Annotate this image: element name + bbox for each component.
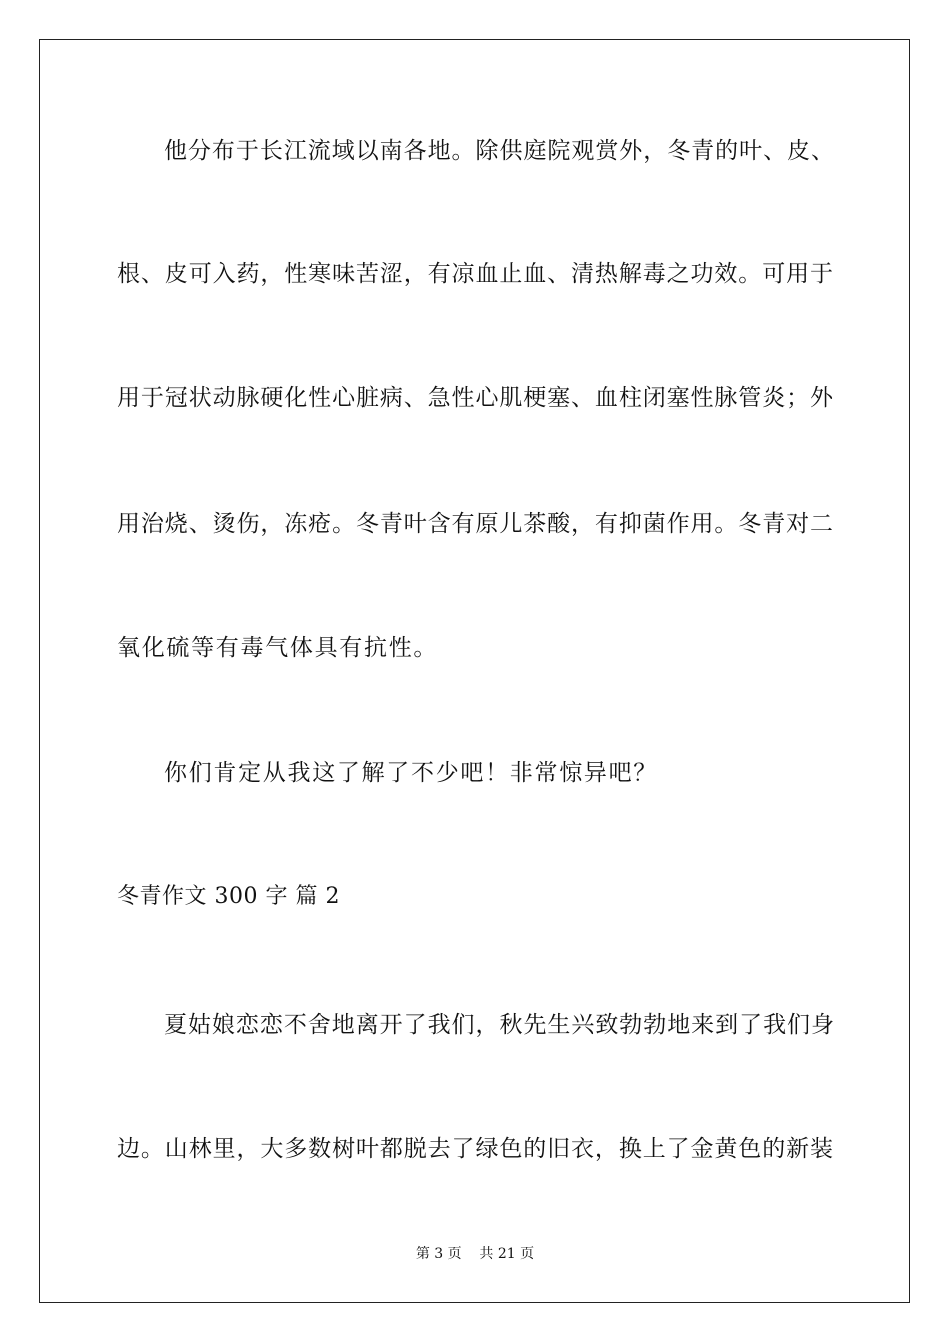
paragraph-line: 夏姑娘恋恋不舍地离开了我们，秋先生兴致勃勃地来到了我们身 [164, 1012, 834, 1038]
paragraph-line: 他分布于长江流域以南各地。除供庭院观赏外，冬青的叶、皮、 [164, 138, 834, 164]
paragraph-line: 用治烧、烫伤，冻疮。冬青叶含有原儿茶酸，有抑菌作用。冬青对二 [117, 511, 833, 537]
page-number-footer: 第 3 页 共 21 页 [415, 1246, 535, 1262]
paragraph-line: 根、皮可入药，性寒味苦涩，有凉血止血、清热解毒之功效。可用于 [117, 261, 833, 287]
paragraph-line: 用于冠状动脉硬化性心脏病、急性心肌梗塞、血柱闭塞性脉管炎；外 [117, 385, 833, 411]
section-heading: 冬青作文 300 字 篇 2 [117, 884, 340, 909]
paragraph-line: 氧化硫等有毒气体具有抗性。 [117, 635, 439, 661]
page-border [39, 39, 910, 1303]
paragraph-line: 边。山林里，大多数树叶都脱去了绿色的旧衣，换上了金黄色的新装 [117, 1136, 833, 1162]
paragraph-line: 你们肯定从我这了解了不少吧！非常惊异吧？ [164, 760, 658, 786]
